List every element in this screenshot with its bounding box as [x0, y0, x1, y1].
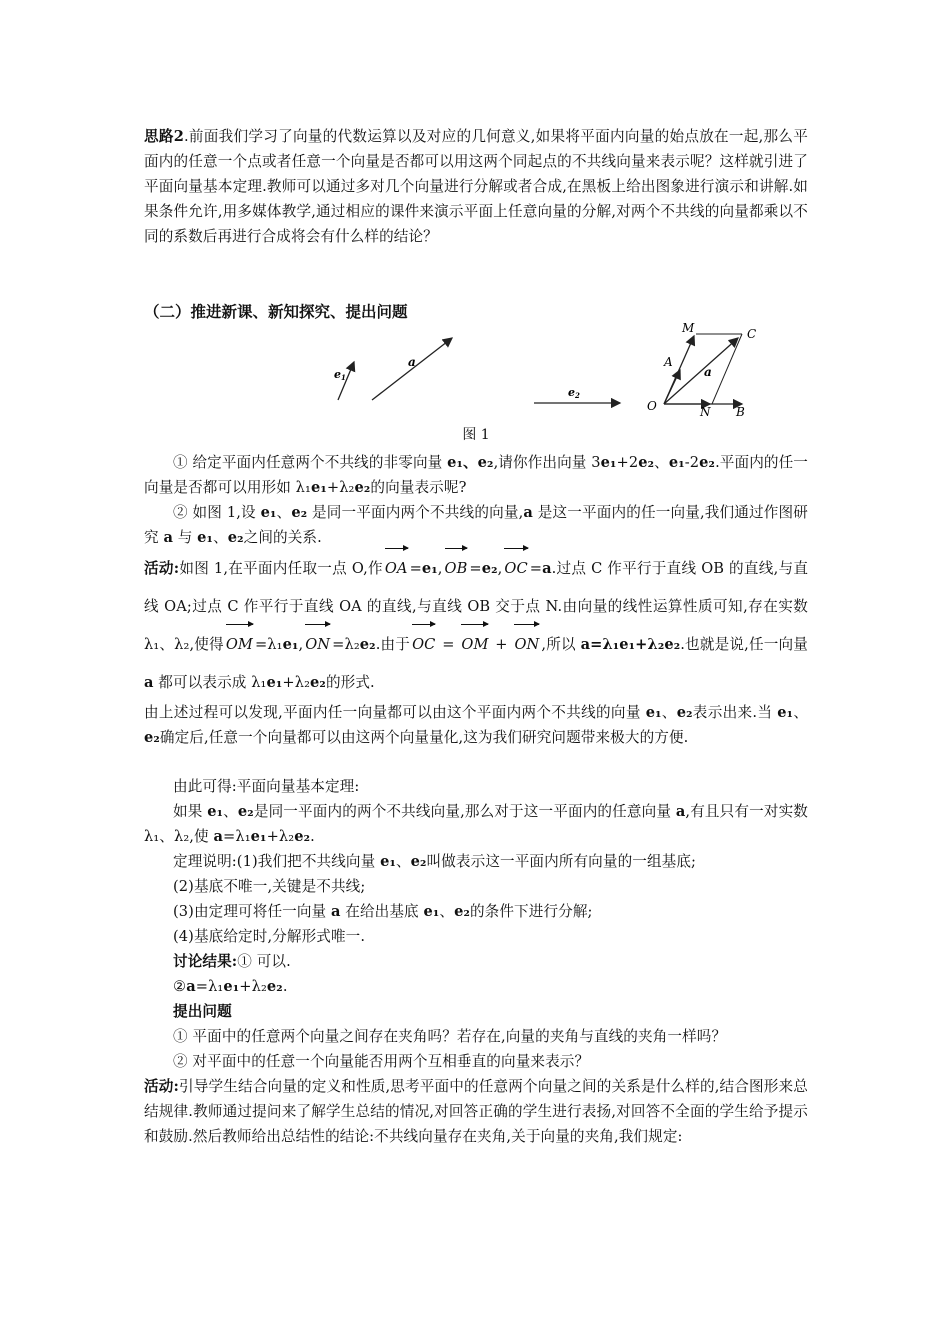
fig-label-e2: e2: [568, 386, 580, 400]
note-1: 定理说明:(1)我们把不共线向量 e₁、e₂叫做表示这一平面内所有向量的一组基底;: [173, 853, 697, 870]
note-2: (2)基底不唯一,关键是不共线;: [173, 878, 366, 895]
figure-1: [324, 318, 794, 426]
note-3: (3)由定理可将任一向量 a 在给出基底 e₁、e₂的条件下进行分解;: [173, 903, 593, 920]
theorem-intro: 由此可得:平面向量基本定理:: [173, 778, 360, 795]
fig-label-C: C: [747, 327, 757, 341]
fig-label-O: O: [647, 399, 657, 413]
discussion-result-1: 讨论结果:① 可以.: [173, 953, 291, 970]
idea2-label: 思路2: [144, 128, 184, 145]
activity-2: 活动:引导学生结合向量的定义和性质,思考平面中的任意两个向量之间的关系是什么样的,结合图形来总结规律.教师通过提问来了解学生总结的情况,对回答正确的学生进行表扬,对回答不全面的学生给予提示和鼓励.然后教师给出总结性的结论:不共线向量存在夹角,关于向量的夹角,我们规定:: [144, 1078, 808, 1145]
fig-label-a2: a: [704, 365, 712, 379]
observation: 由上述过程可以发现,平面内任一向量都可以由这个平面内两个不共线的向量 e₁、e₂表示出来.当 e₁、e₂确定后,任意一个向量都可以由这两个向量量化,这为我们研究问题带来极大的方便.: [144, 704, 809, 746]
question-2: ② 如图 1,设 e₁、e₂ 是同一平面内两个不共线的向量,a 是这一平面内的任一向量,我们通过作图研究 a 与 e₁、e₂之间的关系.: [144, 504, 809, 546]
fig-label-N: N: [700, 405, 711, 419]
question-perpendicular: ② 对平面中的任意一个向量能否用两个互相垂直的向量来表示？: [173, 1053, 590, 1070]
questions-title: 提出问题: [173, 1003, 232, 1020]
fig-label-a: a: [408, 355, 416, 369]
fig-label-e1: e1: [334, 368, 346, 382]
theorem: 如果 e₁、e₂是同一平面内的两个不共线向量,那么对于这一平面内的任意向量 a,有且只有一对实数 λ₁、λ₂,使 a=λ₁e₁+λ₂e₂.: [144, 803, 809, 845]
fig-label-A: A: [664, 355, 673, 369]
section-title: （二）推进新课、新知探究、提出问题: [144, 302, 408, 321]
fig-label-M: M: [682, 321, 695, 335]
note-4: (4)基底给定时,分解形式唯一.: [173, 928, 366, 945]
paragraph-idea2: 思路2.前面我们学习了向量的代数运算以及对应的几何意义,如果将平面内向量的始点放在一起,那么平面内的任意一个点或者任意一个向量是否都可以用这两个同起点的不共线向量来表示呢？这样就引进了平面向量基本定理.教师可以通过多对几个向量进行分解或者合成,在黑板上给出图象进行演示和讲解.如果条件允许,用多媒体教学,通过相应的课件来演示平面上任意向量的分解,对两个不共线的向量都乘以不同的系数后再进行合成将会有什么样的结论？: [144, 128, 808, 245]
activity-1: 活动:如图 1,在平面内任取一点 O,作 OA =e₁, OB =e₂, OC =a.过点 C 作平行于直线 OB 的直线,与直线 OA;过点 C 作平行于直线 OA 的直线,与直线 OB 交于点 N.由向量的线性运算性质可知,存在实数 λ₁、λ₂,使得 OM =λ₁e₁, ON =λ₂e₂.由于 OC = OM + ON ,所以 a=λ₁e₁+λ₂e₂.也就是说,任一向量 a 都可以表示成 λ₁e₁+λ₂e₂的形式.: [144, 550, 808, 702]
question-1: ① 给定平面内任意两个不共线的非零向量 e₁、e₂,请你作出向量 3e₁+2e₂、e₁-2e₂.平面内的任一向量是否都可以用形如 λ₁e₁+λ₂e₂的向量表示呢?: [144, 454, 809, 496]
question-angle: ① 平面中的任意两个向量之间存在夹角吗？若存在,向量的夹角与直线的夹角一样吗？: [173, 1028, 727, 1045]
fig-label-B: B: [736, 405, 745, 419]
figure-caption: 图 1: [462, 427, 490, 443]
discussion-result-2: ②a=λ₁e₁+λ₂e₂.: [173, 978, 288, 995]
